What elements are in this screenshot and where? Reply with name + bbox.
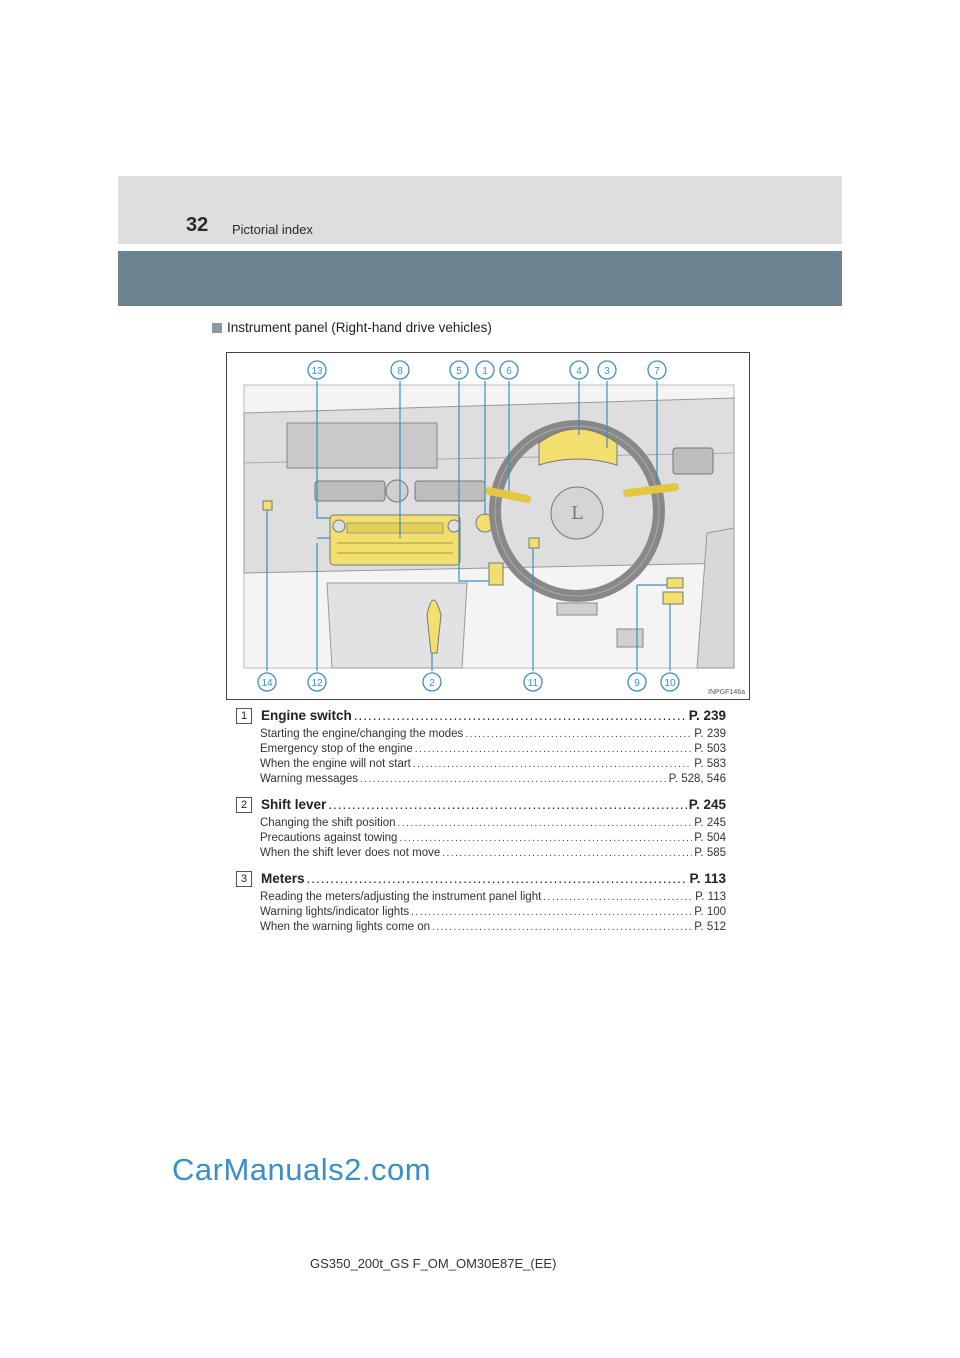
figure-code: INPGF146a xyxy=(708,689,745,696)
callout-6-label: 6 xyxy=(506,366,512,377)
callout-9-label: 9 xyxy=(634,678,640,689)
subitem-page-ref: P. 503 xyxy=(694,743,726,755)
callout-5-label: 5 xyxy=(456,366,462,377)
subitem-label: Warning messages xyxy=(260,773,359,785)
callout-7-label: 7 xyxy=(654,366,660,377)
subitem xyxy=(260,847,726,862)
entry-list xyxy=(236,708,726,945)
entry-meters xyxy=(236,871,726,936)
subitem-page-ref: P. 528, 546 xyxy=(668,773,726,785)
entry-title: Engine switch xyxy=(261,708,352,723)
subitem-label: Starting the engine/changing the modes xyxy=(260,728,464,740)
subitem-page-ref: P. 504 xyxy=(694,832,726,844)
air-vent-center xyxy=(415,481,485,501)
subitem-page-ref: P. 113 xyxy=(695,891,726,903)
entry-engine-switch xyxy=(236,708,726,788)
subitem-page-ref: P. 585 xyxy=(694,847,726,859)
callout-4-label: 4 xyxy=(576,366,582,377)
subitem xyxy=(260,832,726,847)
subitem-label: When the engine will not start xyxy=(260,758,411,770)
subheading xyxy=(212,320,492,335)
entry-shift-lever xyxy=(236,797,726,862)
leader-dots xyxy=(307,871,688,886)
callout-13-label: 13 xyxy=(311,366,323,377)
callout-12-label: 12 xyxy=(311,678,323,689)
subitem xyxy=(260,906,726,921)
svg-text:L: L xyxy=(571,503,583,524)
leader-dots xyxy=(328,797,686,812)
entry-page-ref: P. 239 xyxy=(688,708,726,723)
subitem xyxy=(260,773,726,788)
subitem xyxy=(260,758,726,773)
subitem xyxy=(260,728,726,743)
air-vent-right xyxy=(673,448,713,474)
page-number: 32 xyxy=(186,214,209,236)
entry-number: 3 xyxy=(236,871,252,887)
title-bar xyxy=(118,251,842,306)
subitem-label: When the warning lights come on xyxy=(260,921,431,933)
center-console xyxy=(327,583,467,668)
entry-title: Meters xyxy=(261,871,305,886)
section-title: Pictorial index xyxy=(232,222,313,237)
entry-number: 2 xyxy=(236,797,252,813)
callout-8-label: 8 xyxy=(397,366,403,377)
subitem-label: Emergency stop of the engine xyxy=(260,743,413,755)
subitem-page-ref: P. 583 xyxy=(694,758,726,770)
subitem-label: Changing the shift position xyxy=(260,817,396,829)
leader-dots xyxy=(354,708,687,723)
top-callouts xyxy=(308,361,666,379)
footer-doc-code: GS350_200t_GS F_OM_OM30E87E_(EE) xyxy=(310,1256,557,1271)
callout-3-label: 3 xyxy=(604,366,610,377)
subitem-label: Reading the meters/adjusting the instrument panel light xyxy=(260,891,542,903)
clock xyxy=(386,480,408,502)
watermark-link[interactable]: CarManuals2.com xyxy=(172,1152,432,1187)
entry-number: 1 xyxy=(236,708,252,724)
subitem-label: Warning lights/indicator lights xyxy=(260,906,410,918)
subitem-label: Precautions against towing xyxy=(260,832,398,844)
instrument-panel-illustration xyxy=(227,353,749,699)
subitem xyxy=(260,743,726,758)
subitem-label: When the shift lever does not move xyxy=(260,847,441,859)
callout-1-label: 1 xyxy=(482,366,488,377)
display-screen xyxy=(287,423,437,468)
callout-2-label: 2 xyxy=(429,678,435,689)
subitem xyxy=(260,817,726,832)
entry-title: Shift lever xyxy=(261,797,327,812)
bottom-callouts xyxy=(258,673,679,691)
subitem-page-ref: P. 100 xyxy=(694,906,726,918)
subheading-text: Instrument panel (Right-hand drive vehicles) xyxy=(227,320,492,335)
subitem-page-ref: P. 239 xyxy=(694,728,726,740)
instrument-panel-figure xyxy=(226,352,750,700)
subitem xyxy=(260,891,726,906)
entry-page-ref: P. 245 xyxy=(688,797,726,812)
subitem xyxy=(260,921,726,936)
header-band xyxy=(118,176,842,244)
subitem-page-ref: P. 512 xyxy=(694,921,726,933)
entry-page-ref: P. 113 xyxy=(689,871,726,886)
callout-11-label: 11 xyxy=(527,678,539,689)
air-vent-left xyxy=(315,481,385,501)
callout-14-label: 14 xyxy=(261,678,273,689)
subitem-page-ref: P. 245 xyxy=(694,817,726,829)
square-bullet-icon xyxy=(212,323,222,333)
callout-10-label: 10 xyxy=(664,678,676,689)
